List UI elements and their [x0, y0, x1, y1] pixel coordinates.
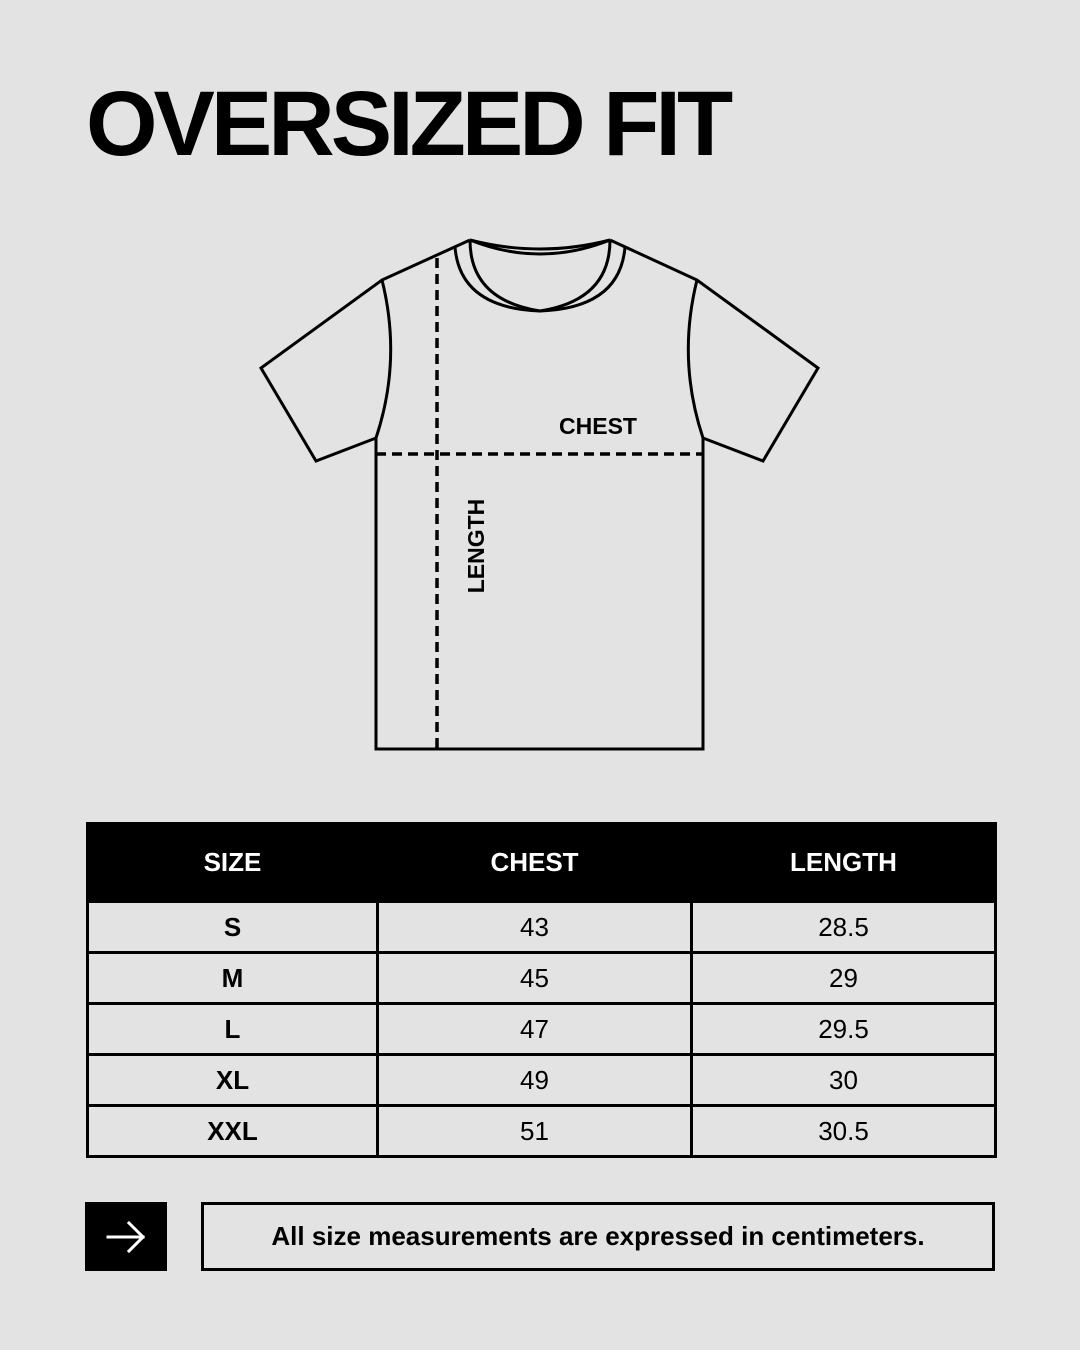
measure-lines: [376, 258, 703, 749]
length-cell: 29.5: [692, 1004, 996, 1055]
chest-cell: 49: [378, 1055, 692, 1106]
length-cell: 28.5: [692, 902, 996, 953]
arrow-right-icon: [105, 1220, 147, 1254]
table-row: [88, 902, 996, 953]
length-label: LENGTH: [463, 498, 489, 594]
chest-cell: 45: [378, 953, 692, 1004]
header-chest: CHEST: [378, 824, 692, 902]
size-chart-table: [86, 822, 997, 1158]
size-cell: M: [88, 953, 378, 1004]
tshirt-outline: [261, 240, 818, 749]
table-row: [88, 1106, 996, 1157]
units-note-text: All size measurements are expressed in centimeters.: [271, 1221, 925, 1251]
units-note: [201, 1202, 995, 1271]
chest-cell: 51: [378, 1106, 692, 1157]
chest-label: CHEST: [559, 413, 637, 439]
size-cell: S: [88, 902, 378, 953]
size-cell: XL: [88, 1055, 378, 1106]
size-cell: XXL: [88, 1106, 378, 1157]
table-row: [88, 953, 996, 1004]
size-cell: L: [88, 1004, 378, 1055]
table-row: [88, 1004, 996, 1055]
table-header-row: [88, 824, 996, 902]
length-cell: 29: [692, 953, 996, 1004]
length-cell: 30: [692, 1055, 996, 1106]
header-size: SIZE: [88, 824, 378, 902]
arrow-badge: [85, 1202, 167, 1271]
page-title: OVERSIZED FIT: [86, 73, 730, 175]
header-length: LENGTH: [692, 824, 996, 902]
length-cell: 30.5: [692, 1106, 996, 1157]
chest-cell: 43: [378, 902, 692, 953]
chest-cell: 47: [378, 1004, 692, 1055]
table-row: [88, 1055, 996, 1106]
